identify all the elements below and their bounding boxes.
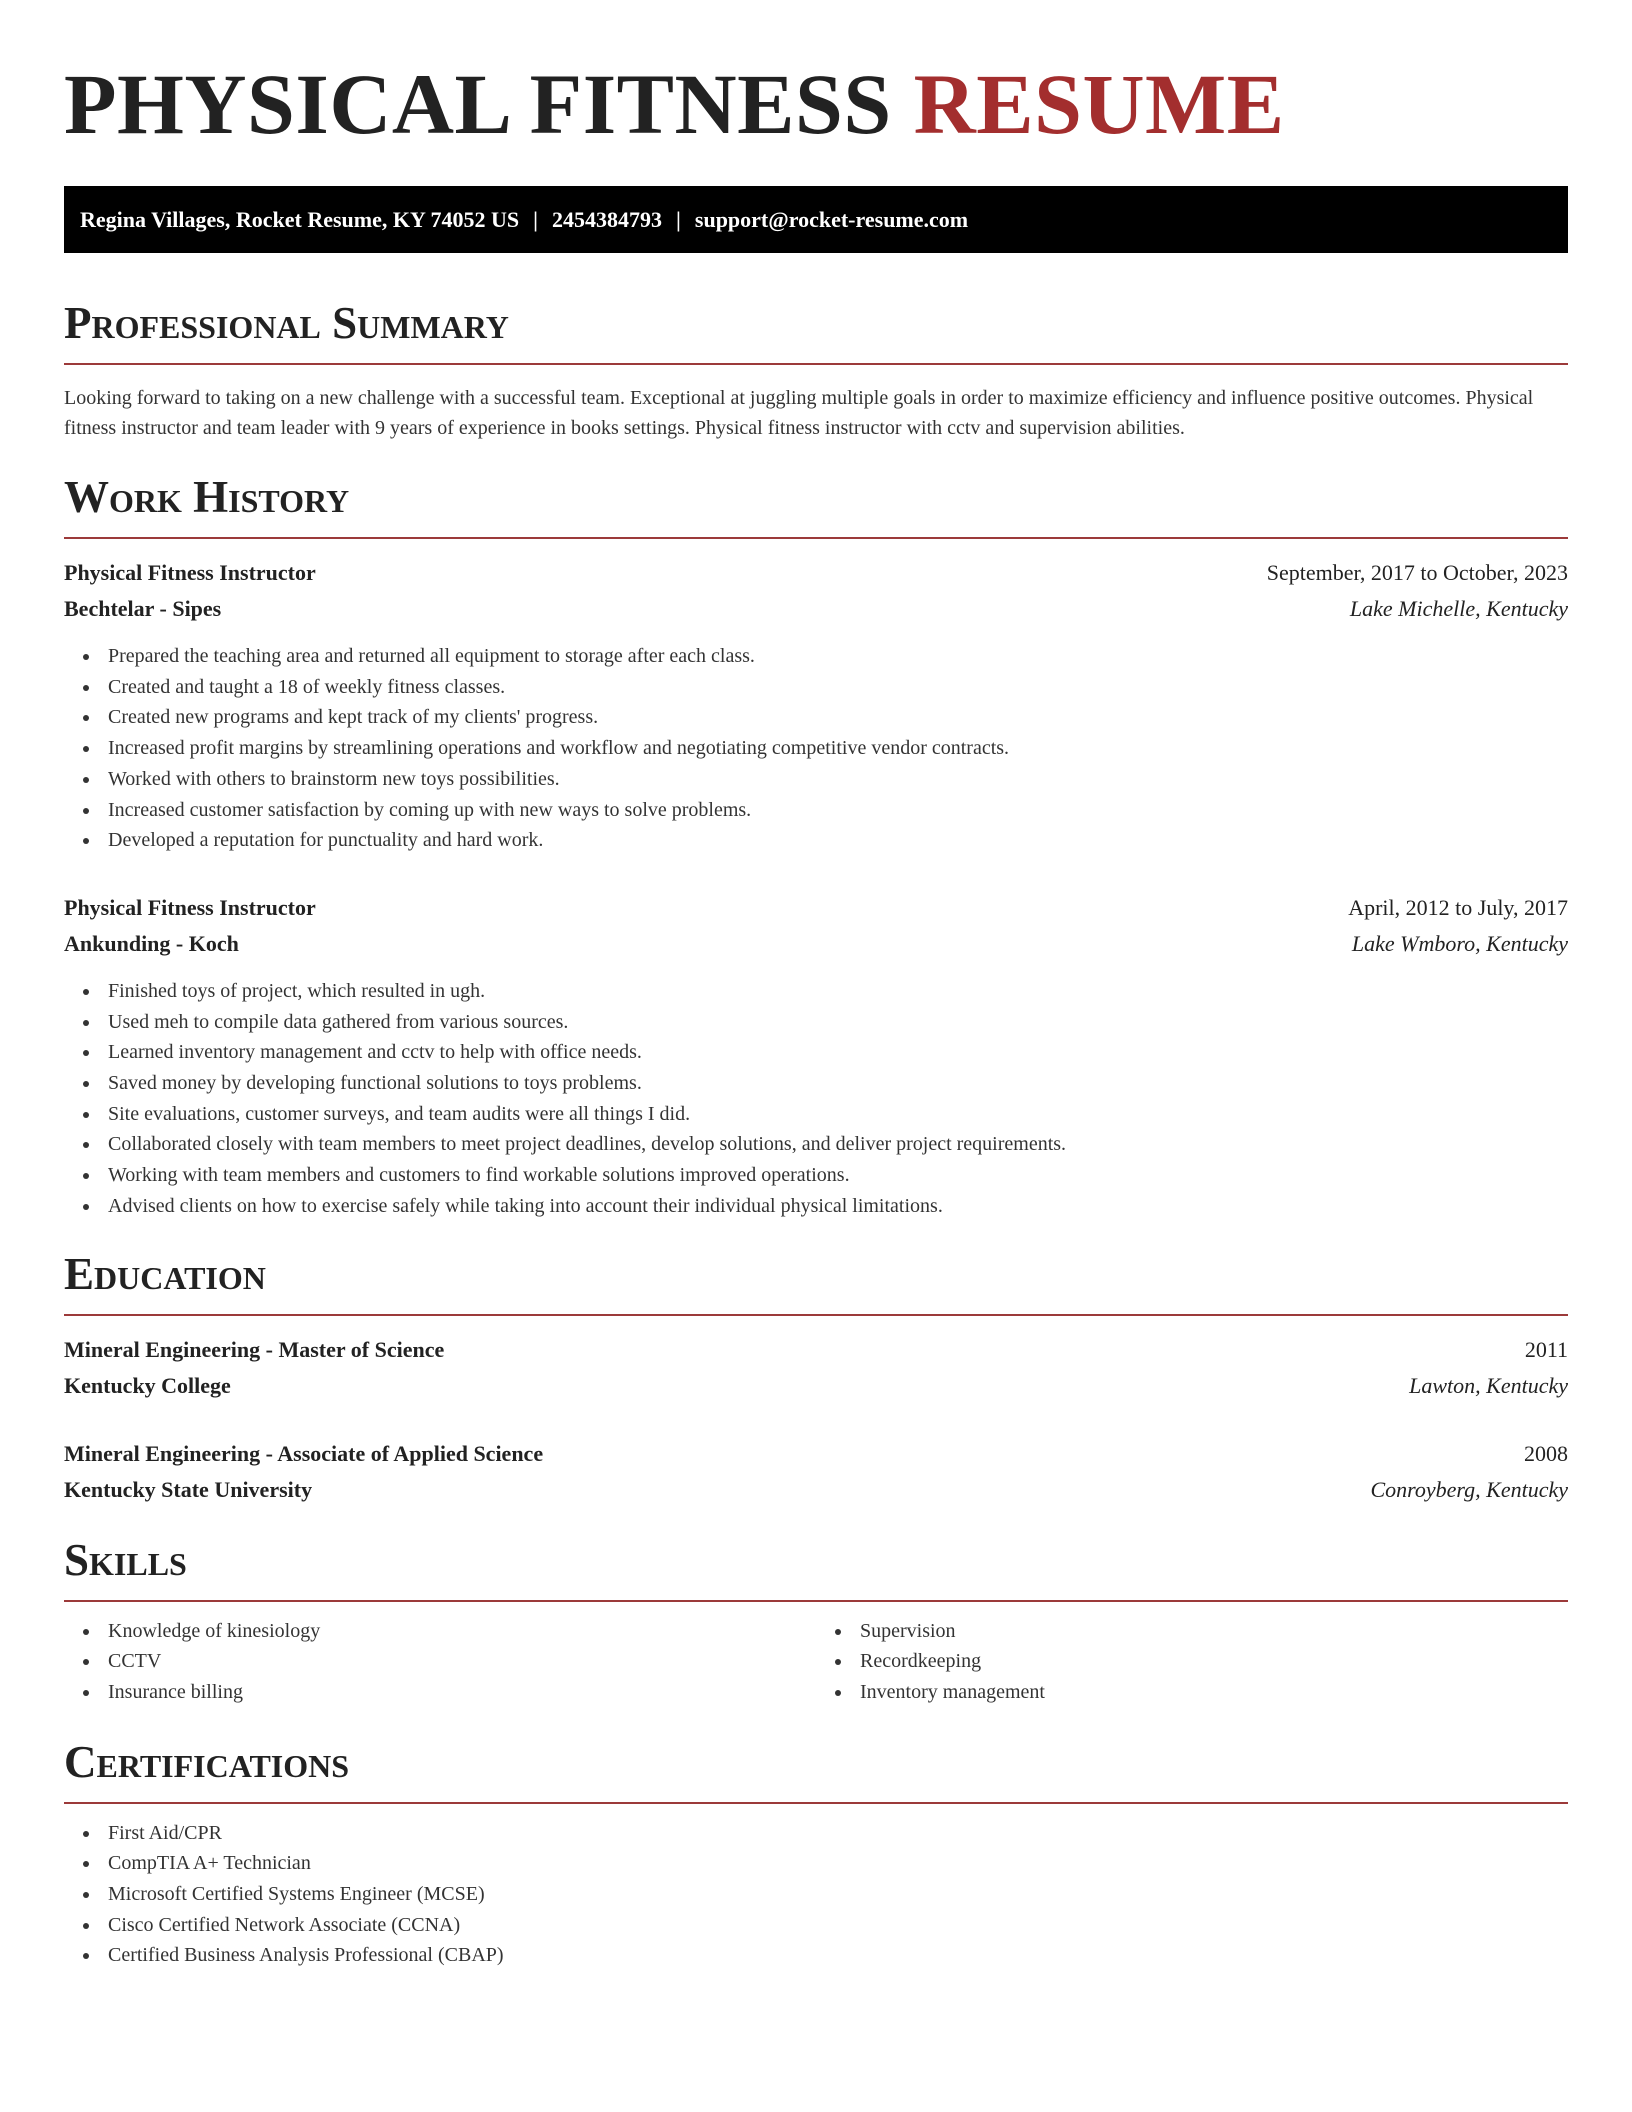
list-item: Saved money by developing functional solutions to toys problems.: [108, 1068, 1568, 1099]
job-company-row: [64, 591, 1568, 627]
section-divider: [64, 537, 1568, 539]
section-divider: [64, 1600, 1568, 1602]
list-item: Prepared the teaching area and returned all equipment to storage after each class.: [108, 641, 1568, 672]
job-bullets: [64, 641, 1568, 856]
job-title: Physical Fitness Instructor: [64, 560, 316, 585]
education-school-row: [64, 1472, 1568, 1508]
list-item: Supervision: [860, 1616, 1568, 1647]
list-item: Created new programs and kept track of my clients' progress.: [108, 702, 1568, 733]
contact-address: Regina Villages, Rocket Resume, KY 74052 US: [80, 206, 520, 232]
skills-list-left: [64, 1616, 816, 1708]
contact-phone: 2454384793: [552, 206, 663, 232]
education-entry: [64, 1332, 1568, 1404]
list-item: Working with team members and customers to find workable solutions improved operations.: [108, 1160, 1568, 1191]
certifications-section: [64, 1736, 1568, 1972]
job-entry: [64, 555, 1568, 856]
job-dates: April, 2012 to July, 2017: [1348, 894, 1568, 920]
education-heading: Education: [64, 1248, 266, 1299]
list-item: Cisco Certified Network Associate (CCNA): [108, 1910, 1568, 1941]
summary-text: Looking forward to taking on a new challenge with a successful team. Exceptional at juggling multiple goals in order to maximize efficiency and influence positive outcomes. Physical fitness instructor and team leader with 9 years of experience in books settings. Physical fitness instructor with cctv and supervision abilities.: [64, 387, 1534, 439]
section-divider: [64, 1802, 1568, 1804]
list-item: Increased profit margins by streamlining operations and workflow and negotiating competitive vendor contracts.: [108, 733, 1568, 764]
work-section: [64, 471, 1568, 1222]
list-item: Increased customer satisfaction by coming up with new ways to solve problems.: [108, 795, 1568, 826]
education-degree: Mineral Engineering - Master of Science: [64, 1336, 445, 1362]
summary-section: [64, 297, 1568, 443]
education-school: Kentucky State University: [64, 1476, 313, 1502]
job-company-row: [64, 926, 1568, 962]
job-bullets: [64, 976, 1568, 1222]
certifications-list: [64, 1818, 1568, 1972]
title-accent: RESUME: [913, 56, 1285, 152]
list-item: Used meh to compile data gathered from various sources.: [108, 1007, 1568, 1038]
skills-section: [64, 1534, 1568, 1708]
title-main: PHYSICAL FITNESS: [64, 56, 892, 152]
list-item: Microsoft Certified Systems Engineer (MCSE): [108, 1879, 1568, 1910]
education-section: [64, 1248, 1568, 1508]
list-item: Recordkeeping: [860, 1646, 1568, 1677]
list-item: Created and taught a 18 of weekly fitness classes.: [108, 672, 1568, 703]
job-entry: [64, 890, 1568, 1222]
skills-heading: Skills: [64, 1534, 187, 1585]
resume-title: [64, 56, 1568, 152]
skills-list-right: [816, 1616, 1568, 1708]
education-degree-row: [64, 1332, 1568, 1368]
certifications-heading: Certifications: [64, 1736, 350, 1787]
list-item: Advised clients on how to exercise safely while taking into account their individual physical limitations.: [108, 1191, 1568, 1222]
job-company: Bechtelar - Sipes: [64, 596, 222, 621]
list-item: Learned inventory management and cctv to help with office needs.: [108, 1037, 1568, 1068]
skills-columns: [64, 1608, 1568, 1708]
work-heading: Work History: [64, 472, 350, 522]
section-divider: [64, 1314, 1568, 1316]
list-item: CCTV: [108, 1646, 816, 1677]
summary-heading: Professional Summary: [64, 298, 509, 348]
education-school: Kentucky College: [64, 1372, 231, 1398]
education-school-row: [64, 1368, 1568, 1404]
contact-separator: |: [533, 206, 539, 232]
education-location: Lawton, Kentucky: [1409, 1372, 1568, 1398]
list-item: First Aid/CPR: [108, 1818, 1568, 1849]
list-item: Finished toys of project, which resulted in ugh.: [108, 976, 1568, 1007]
job-location: Lake Wmboro, Kentucky: [1351, 930, 1568, 956]
contact-email: support@rocket-resume.com: [694, 206, 969, 232]
list-item: Certified Business Analysis Professional (CBAP): [108, 1940, 1568, 1971]
job-title: Physical Fitness Instructor: [64, 894, 316, 920]
list-item: Inventory management: [860, 1677, 1568, 1708]
job-dates: September, 2017 to October, 2023: [1266, 560, 1568, 585]
education-entry: [64, 1436, 1568, 1508]
list-item: Collaborated closely with team members to meet project deadlines, develop solutions, and deliver project requirements.: [108, 1129, 1568, 1160]
job-header-row: [64, 555, 1568, 591]
list-item: Site evaluations, customer surveys, and team audits were all things I did.: [108, 1099, 1568, 1130]
education-year: 2011: [1524, 1336, 1568, 1362]
education-degree: Mineral Engineering - Associate of Applied Science: [64, 1440, 544, 1466]
list-item: Knowledge of kinesiology: [108, 1616, 816, 1647]
job-company: Ankunding - Koch: [64, 930, 239, 956]
contact-separator: |: [676, 206, 681, 232]
education-year: 2008: [1524, 1440, 1568, 1466]
contact-bar: [64, 186, 1568, 253]
list-item: Developed a reputation for punctuality and hard work.: [108, 825, 1568, 856]
section-divider: [64, 363, 1568, 365]
job-header-row: [64, 890, 1568, 926]
list-item: CompTIA A+ Technician: [108, 1848, 1568, 1879]
list-item: Worked with others to brainstorm new toys possibilities.: [108, 764, 1568, 795]
education-degree-row: [64, 1436, 1568, 1472]
list-item: Insurance billing: [108, 1677, 816, 1708]
education-location: Conroyberg, Kentucky: [1370, 1476, 1568, 1502]
job-location: Lake Michelle, Kentucky: [1349, 596, 1568, 621]
